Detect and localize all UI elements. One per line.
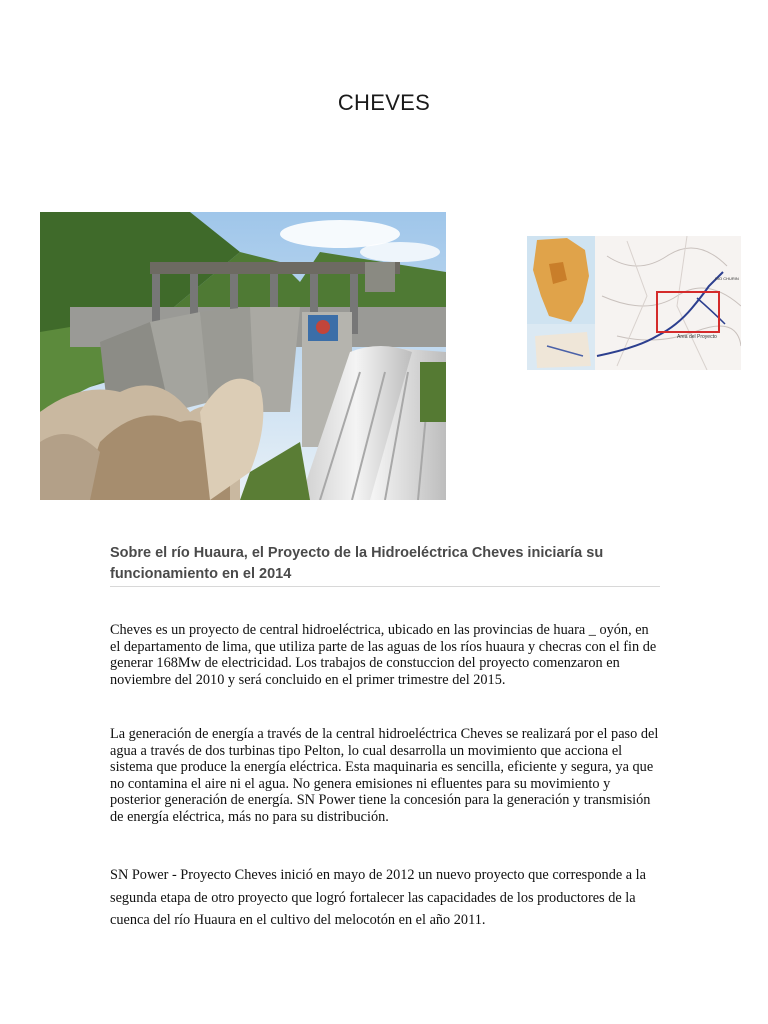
- map-river-label: RIO CHURIN: [715, 276, 739, 281]
- headline-divider: [110, 586, 660, 587]
- dam-photo-illustration: [40, 212, 446, 500]
- document-title: CHEVES: [337, 90, 431, 115]
- paragraph-1: Cheves es un proyecto de central hidroeléctrica, ubicado en las provincias de huara _ oyón, en el departamento de lima, que utiliza parte de las aguas de los ríos huaura y checras con el fin de generar 168Mw de electricidad. Los trabajos de constuccion del proyecto comenzaron en noviembre del 2010 y será concluido en el primer trimestre del 2015.: [110, 622, 657, 688]
- location-map-illustration: [527, 236, 741, 370]
- paragraph-2: La generación de energía a través de la central hidroeléctrica Cheves se realizará por el paso del agua a través de dos turbinas tipo Pelton, lo cual desarrolla un movimiento que acciona el sistema que produce la energía eléctrica. Esta maquinaria es sencilla, eficiente y segura, ya que no contamina el aire ni el agua. No genera emisiones ni efluentes para su movimiento y posterior generación de energía. SN Power tiene la concesión para la generación y transmisión de energía eléctrica, más no para su distribución.: [110, 726, 659, 825]
- map-area-label: Area del Proyecto: [677, 334, 717, 340]
- location-map: [527, 236, 741, 370]
- dam-photo: [40, 212, 446, 500]
- article-headline: Sobre el río Huaura, el Proyecto de la Hidroeléctrica Cheves iniciaría su funcionamiento en el 2014: [110, 545, 604, 582]
- paragraph-3: SN Power - Proyecto Cheves inició en mayo de 2012 un nuevo proyecto que corresponde a la segunda etapa de otro proyecto que logró fortalecer las capacidades de los productores de la cuenca del río Huaura en el cultivo del melocotón en el año 2011.: [110, 867, 646, 928]
